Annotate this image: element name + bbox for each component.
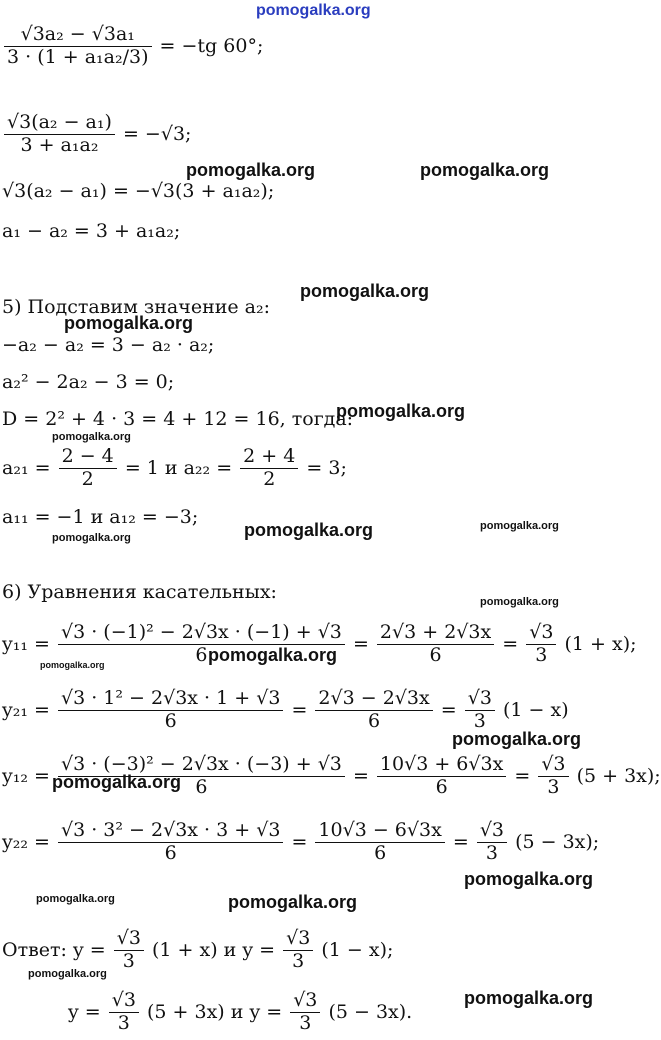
numerator: √3 <box>114 928 144 951</box>
lhs: y = <box>68 1000 101 1023</box>
numerator: 2 + 4 <box>240 446 298 469</box>
lhs: y₂₂ = <box>2 830 50 853</box>
tail: (5 − 3x); <box>515 830 600 853</box>
equals: = <box>502 632 519 655</box>
equals: = <box>291 698 308 721</box>
numerator: 10√3 − 6√3x <box>315 820 444 843</box>
fraction <box>4 24 152 69</box>
fraction <box>315 688 432 733</box>
numerator: √3 <box>538 754 568 777</box>
rhs: = −tg 60°; <box>159 34 264 57</box>
numerator: 10√3 + 6√3x <box>377 754 506 777</box>
numerator: √3 <box>283 928 313 951</box>
fraction <box>465 688 495 733</box>
lhs: y = <box>73 938 106 961</box>
tangent-y22 <box>2 820 599 865</box>
equals: = <box>452 830 469 853</box>
denominator: 3 <box>547 775 560 798</box>
denominator: 6 <box>374 841 387 864</box>
numerator: 2√3 + 2√3x <box>377 622 494 645</box>
numerator: 2√3 − 2√3x <box>315 688 432 711</box>
lhs: y₁₂ = <box>2 764 50 787</box>
tail: (1 + x); <box>564 632 637 655</box>
denominator: 6 <box>164 709 177 732</box>
eq-line-5: −a₂ − a₂ = 3 − a₂ · a₂; <box>2 334 215 356</box>
watermark-top[interactable]: pomogalka.org <box>256 2 371 19</box>
watermark: pomogalka.org <box>336 401 466 421</box>
watermark: pomogalka.org <box>52 431 131 443</box>
fraction <box>59 446 117 491</box>
numerator: 2 − 4 <box>59 446 117 469</box>
equals: = <box>514 764 531 787</box>
denominator: 3 <box>535 643 548 666</box>
fraction <box>477 820 507 865</box>
denominator: 6 <box>195 775 208 798</box>
denominator: 3 <box>122 949 135 972</box>
denominator: 3 + a₁a₂ <box>20 133 99 156</box>
fraction <box>526 622 556 667</box>
equals: = <box>440 698 457 721</box>
watermark: pomogalka.org <box>244 520 374 540</box>
numerator: √3 <box>109 990 139 1013</box>
middle: = 1 и a₂₂ = <box>124 456 233 479</box>
fraction <box>58 820 283 865</box>
rhs: = 3; <box>306 456 347 479</box>
lhs: y₂₁ = <box>2 698 50 721</box>
middle: (5 + 3x) и y = <box>147 1000 283 1023</box>
numerator: √3 <box>526 622 556 645</box>
eq-line-3: √3(a₂ − a₁) = −√3(3 + a₁a₂); <box>2 180 275 202</box>
answer-line-1 <box>2 928 393 973</box>
tangent-y21 <box>2 688 569 733</box>
denominator: 3 <box>299 1011 312 1034</box>
numerator: √3 <box>477 820 507 843</box>
watermark: pomogalka.org <box>52 532 131 544</box>
numerator: √3 <box>465 688 495 711</box>
fraction <box>315 820 444 865</box>
equals: = <box>352 632 369 655</box>
middle: (1 + x) и y = <box>152 938 276 961</box>
watermark: pomogalka.org <box>208 645 338 665</box>
numerator: √3 <box>290 990 320 1013</box>
watermark: pomogalka.org <box>300 281 430 301</box>
eq-line-9: a₁₁ = −1 и a₁₂ = −3; <box>2 506 199 528</box>
denominator: 3 <box>292 949 305 972</box>
fraction <box>58 688 283 733</box>
answer-line-2 <box>68 990 412 1035</box>
eq-line-2 <box>2 112 191 157</box>
denominator: 3 <box>485 841 498 864</box>
lhs: y₁₁ = <box>2 632 50 655</box>
fraction <box>538 754 568 799</box>
eq-line-4: a₁ − a₂ = 3 + a₁a₂; <box>2 220 181 242</box>
tail: (1 − x); <box>321 938 394 961</box>
denominator: 2 <box>263 467 276 490</box>
denominator: 6 <box>164 841 177 864</box>
watermark: pomogalka.org <box>452 729 582 749</box>
watermark: pomogalka.org <box>64 313 194 333</box>
rhs: = −√3; <box>122 122 192 145</box>
numerator: √3 · (−3)² − 2√3x · (−3) + √3 <box>58 754 345 777</box>
section-6-heading: 6) Уравнения касательных: <box>2 581 277 603</box>
lhs: a₂₁ = <box>2 456 51 479</box>
eq-line-1 <box>2 24 263 69</box>
numerator: √3 · 1² − 2√3x · 1 + √3 <box>58 688 283 711</box>
numerator: √3a₂ − √3a₁ <box>4 24 152 47</box>
eq-line-7: D = 2² + 4 · 3 = 4 + 12 = 16, тогда: <box>2 408 354 430</box>
watermark: pomogalka.org <box>464 988 594 1008</box>
numerator: √3 · (−1)² − 2√3x · (−1) + √3 <box>58 622 345 645</box>
tail: (1 − x) <box>502 698 569 721</box>
eq-line-8 <box>2 446 347 491</box>
tail: (5 − 3x). <box>328 1000 413 1023</box>
fraction <box>283 928 313 973</box>
denominator: 3 · (1 + a₁a₂/3) <box>7 45 149 68</box>
numerator: √3 · 3² − 2√3x · 3 + √3 <box>58 820 283 843</box>
denominator: 6 <box>195 643 208 666</box>
watermark: pomogalka.org <box>36 893 115 905</box>
fraction <box>240 446 298 491</box>
fraction <box>114 928 144 973</box>
denominator: 2 <box>81 467 94 490</box>
tail: (5 + 3x); <box>576 764 661 787</box>
denominator: 6 <box>368 709 381 732</box>
fraction <box>109 990 139 1035</box>
denominator: 6 <box>429 643 442 666</box>
watermark: pomogalka.org <box>464 869 594 889</box>
section-5-heading: 5) Подставим значение a₂: <box>2 296 271 318</box>
answer-label: Ответ: <box>2 938 67 961</box>
watermark: pomogalka.org <box>480 596 559 608</box>
watermark: pomogalka.org <box>420 160 550 180</box>
denominator: 3 <box>473 709 486 732</box>
numerator: √3(a₂ − a₁) <box>4 112 115 135</box>
watermark: pomogalka.org <box>228 892 358 912</box>
fraction <box>4 112 115 157</box>
watermark: pomogalka.org <box>28 968 107 980</box>
fraction <box>377 754 506 799</box>
equals: = <box>352 764 369 787</box>
denominator: 3 <box>117 1011 130 1034</box>
watermark: pomogalka.org <box>40 660 105 670</box>
denominator: 6 <box>435 775 448 798</box>
watermark: pomogalka.org <box>186 160 316 180</box>
equals: = <box>291 830 308 853</box>
fraction <box>290 990 320 1035</box>
fraction <box>377 622 494 667</box>
watermark: pomogalka.org <box>52 772 182 792</box>
eq-line-6: a₂² − 2a₂ − 3 = 0; <box>2 371 175 393</box>
watermark: pomogalka.org <box>480 520 559 532</box>
